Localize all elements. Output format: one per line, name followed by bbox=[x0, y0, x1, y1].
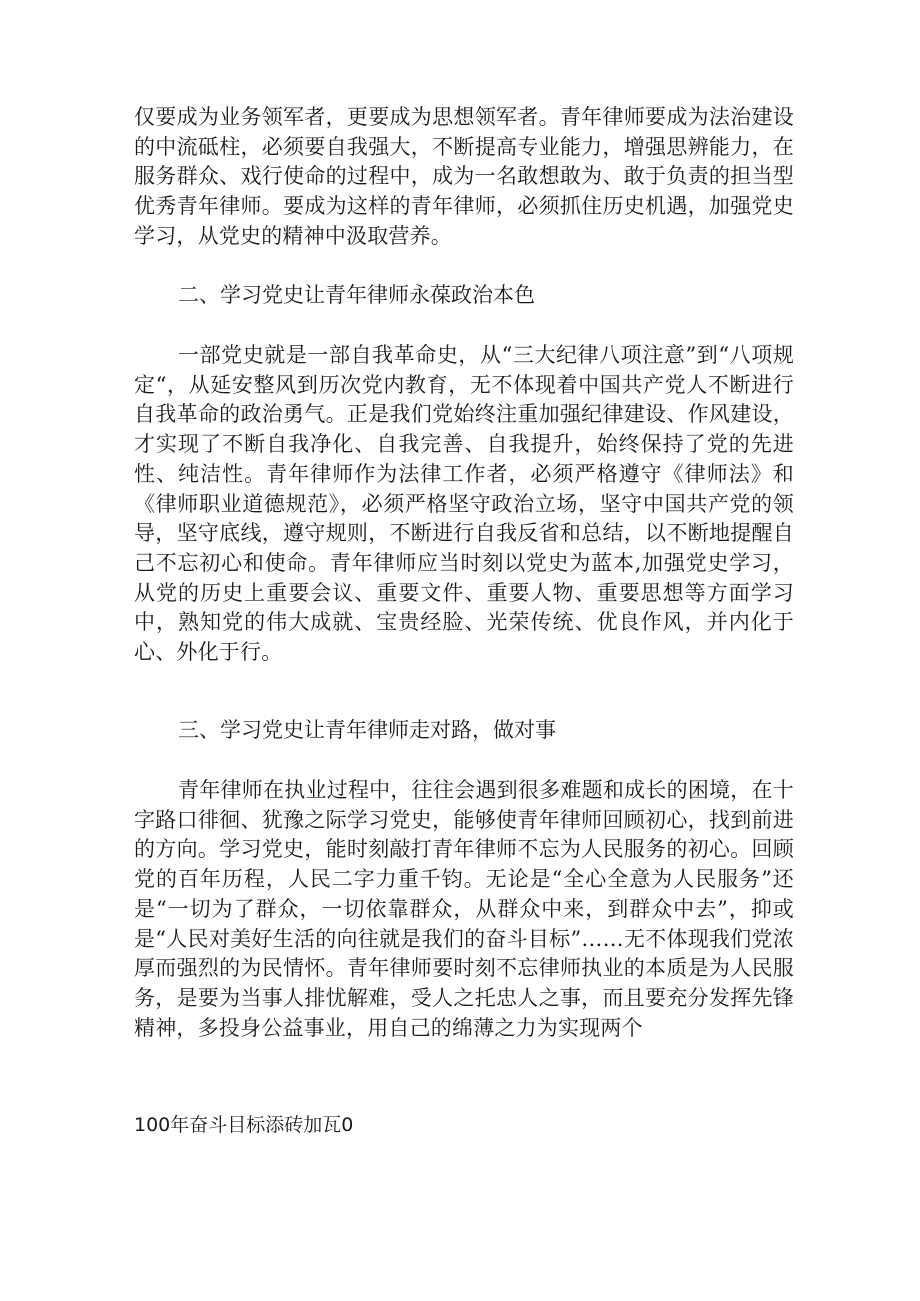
section-2-heading: 二、学习党史让青年律师永葆政治本色 bbox=[178, 283, 535, 307]
section-3-body: 青年律师在执业过程中，往往会遇到很多难题和成长的困境，在十字路口徘徊、犹豫之际学习党史，能够使青年律师回顾初心，找到前进的方向。学习党史，能时刻敲打青年律师不忘为人民服务的初心。回顾党的百年历程，人民二字力重千钧。无论是“全心全意为人民服务”还是“一切为了群众，一切依靠群众，从群众中来，到群众中去”，抑或是“人民对美好生活的向往就是我们的奋斗目标”……无不体现我们党浓厚而强烈的为民情怀。青年律师要时刻不忘律师执业的本质是为人民服务，是要为当事人排忧解难，受人之托忠人之事，而且要充分发挥先锋精神，多投身公益事业，用自己的绵薄之力为实现两个 bbox=[134, 778, 794, 1040]
section-2-body: 一部党史就是一部自我革命史，从“三大纪律八项注意”到“八项规定“，从延安整风到历次党内教育，无不体现着中国共产党人不断进行自我革命的政治勇气。正是我们党始终注重加强纪律建设、作风建设，才实现了不断自我净化、自我完善、自我提升，始终保持了党的先进性、纯洁性。青年律师作为法律工作者，必须严格遵守《律师法》和《律师职业道德规范》，必须严格坚守政治立场，坚守中国共产党的领导，坚守底线，遵守规则，不断进行自我反省和总结，以不断地提醒自己不忘初心和使命。青年律师应当时刻以党史为蓝本,加强党史学习，从党的历史上重要会议、重要文件、重要人物、重要思想等方面学习中，熟知党的伟大成就、宝贵经脸、光荣传统、优良作风，并内化于心、外化于行。 bbox=[134, 343, 794, 665]
paragraph-continuation: 仅要成为业务领军者，更要成为思想领军者。青年律师要成为法治建设的中流砥柱，必须要自我强大，不断提高专业能力，增强思辨能力，在服务群众、戏行使命的过程中，成为一名敢想敢为、敢于负责的担当型优秀青年律师。要成为这样的青年律师，必须抓住历史机遇，加强党史学习，从党史的精神中汲取营养。 bbox=[134, 105, 794, 248]
trailing-line: 100年奋斗目标添砖加瓦0 bbox=[134, 1114, 354, 1136]
section-3-heading: 三、学习党史让青年律师走对路，做对事 bbox=[178, 718, 556, 742]
